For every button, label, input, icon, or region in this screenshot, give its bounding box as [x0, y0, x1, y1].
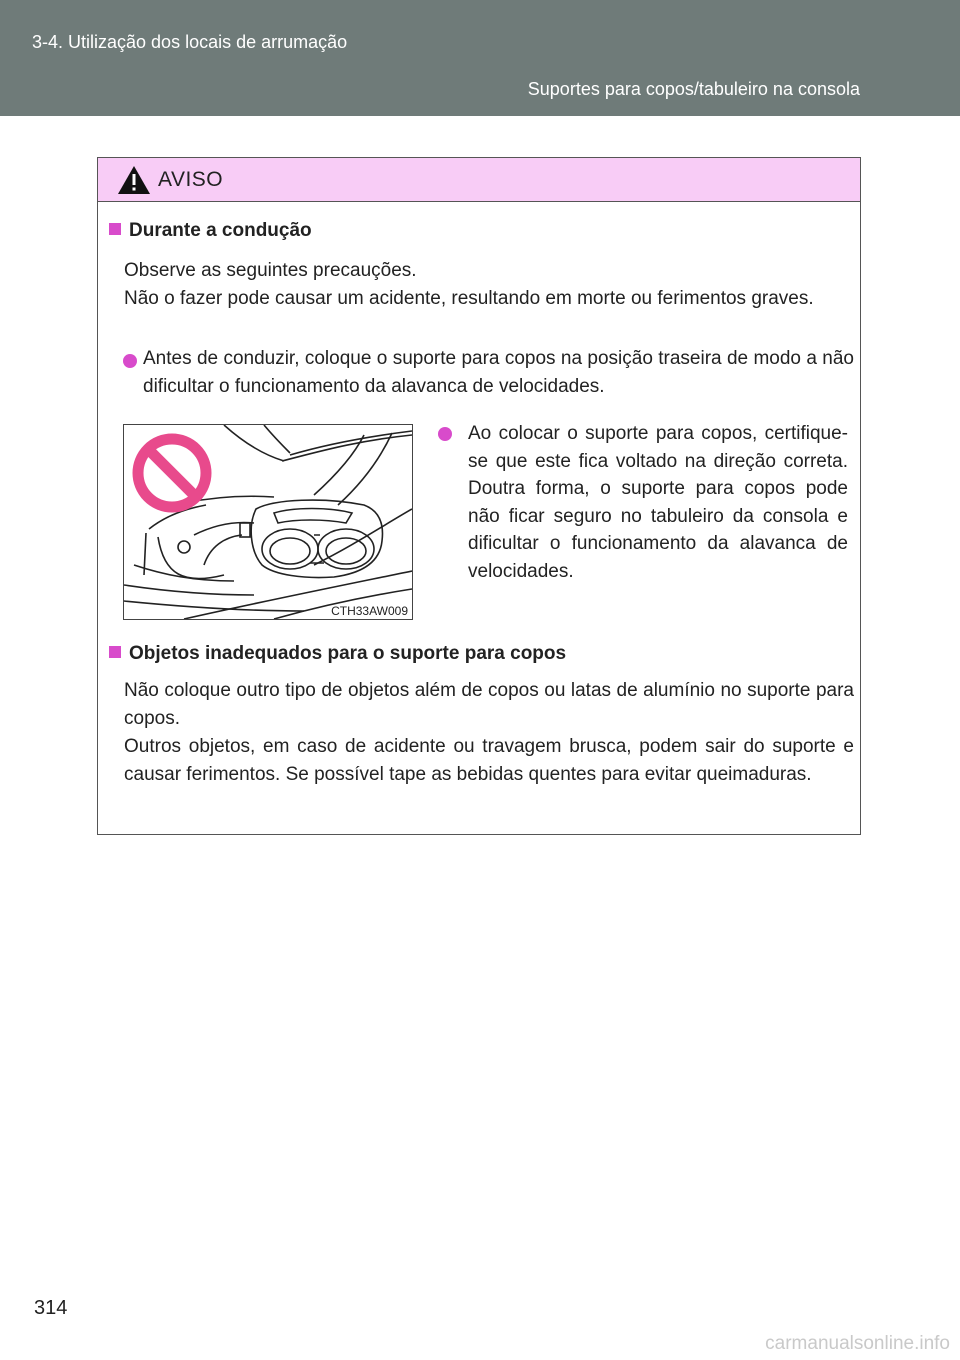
square-bullet-icon — [109, 223, 121, 235]
bullet-dot-icon — [438, 427, 452, 441]
warning-header — [98, 158, 860, 202]
square-bullet-icon — [109, 646, 121, 658]
figure-code: CTH33AW009 — [331, 604, 408, 618]
prohibition-icon — [138, 439, 206, 507]
subsection-title: Suportes para copos/tabuleiro na consola — [527, 79, 860, 99]
section-title: 3-4. Utilização dos locais de arrumação — [32, 32, 348, 52]
bullet-rear-position-text: Antes de conduzir, coloque o suporte para copos na posição traseira de modo a não dificultar o funcionamento da alavanca de velocidades. — [143, 348, 854, 397]
objects-warning-text: Não coloque outro tipo de objetos além de copos ou latas de alumínio no suporte para copos. Outros objetos, em caso de acidente ou travagem brusca, podem sair do suporte e causar ferimentos. Se possível tape as bebidas quentes para evitar queimaduras. — [124, 680, 854, 785]
page-number: 314 — [34, 1297, 68, 1319]
warning-box — [97, 157, 861, 835]
page-header — [0, 0, 960, 116]
section-heading-objects: Objetos inadequados para o suporte para copos — [109, 643, 566, 665]
driving-intro-text: Observe as seguintes precauções. Não o fazer pode causar um acidente, resultando em morte ou ferimentos graves. — [124, 260, 814, 309]
warning-title: AVISO — [158, 168, 224, 191]
bullet-direction-text: Ao colocar o suporte para copos, certifique-se que este fica voltado na direção correta. Doutra forma, o suporte para copos pode não ficar seguro no tabuleiro da consola e dificultar o funcionamento da alavanca de velocidades. — [468, 423, 848, 582]
section-heading-driving: Durante a condução — [109, 220, 312, 242]
cup-holder-drawing — [124, 425, 412, 619]
watermark: carmanualsonline.info — [765, 1333, 950, 1354]
bullet-dot-icon — [123, 354, 137, 368]
cup-holder-illustration — [123, 424, 413, 620]
warning-triangle-icon — [117, 165, 151, 195]
